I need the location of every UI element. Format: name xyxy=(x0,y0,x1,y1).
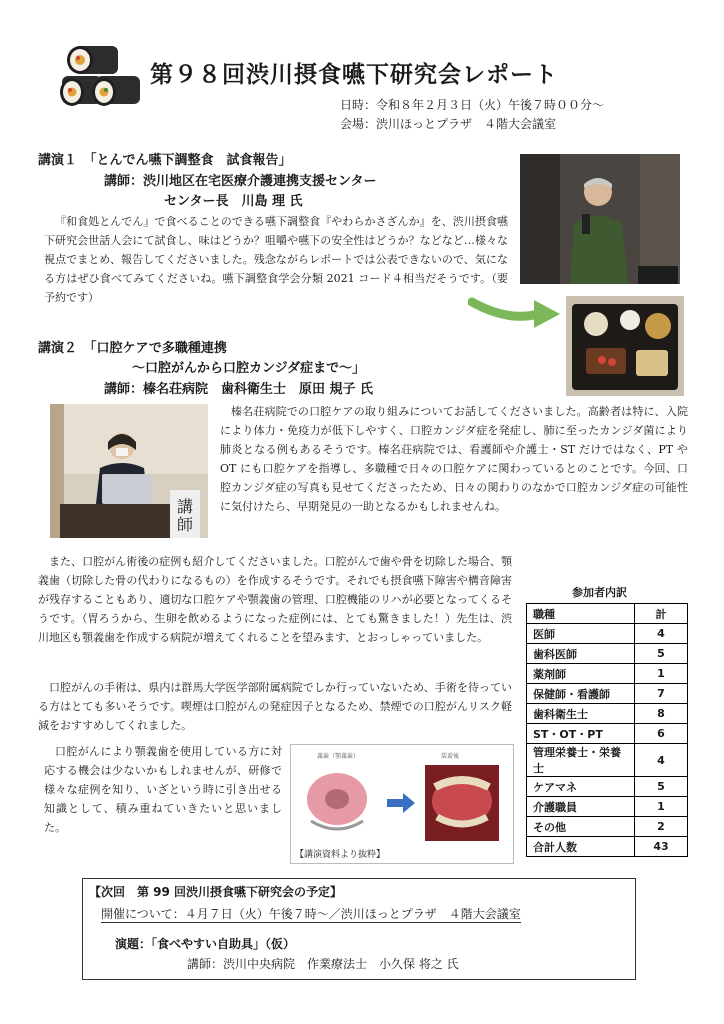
table-row xyxy=(527,624,688,644)
lecture1-body: 『和食処とんでん』で食べることのできる嚥下調整食『やわらかさざんか』を、渋川摂食嚥下研究会世話人会にて試食し、味はどうか？咀嚼や嚥下の安全性はどうか？などなど…様々な視点でまとめ、報告してくださいました。残念ながらレポートでは公表できないので、気になる方はぜひ食べてみてくださいね。嚥下調整食学会分類 2021 コード４相当だそうです。（要予約です） xyxy=(44,215,508,304)
table-cell-job: ST・OT・PT xyxy=(527,724,635,744)
figure-label-left: 義歯（顎義歯） xyxy=(317,753,360,760)
table-cell-job: 合計人数 xyxy=(527,837,635,857)
participants-title: 参加者内訳 xyxy=(572,586,627,599)
lecturer1-photo xyxy=(520,154,680,284)
next-heading: 【次回 第 99 回渋川摂食嚥下研究会の予定】 xyxy=(89,885,343,899)
lecture2-heading: 講演２ 「口腔ケアで多職種連携 xyxy=(38,341,227,356)
table-cell-count: 5 xyxy=(635,644,688,664)
table-row xyxy=(527,724,688,744)
lecture2-speaker: 講師：榛名荘病院 歯科衛生士 原田 規子 氏 xyxy=(104,382,374,397)
next-speaker: 講師：渋川中央病院 作業療法士 小久保 将之 氏 xyxy=(187,957,459,971)
lecturer2-photo xyxy=(50,404,208,538)
event-datetime: 日時：令和８年２月３日（火）午後７時００分〜 xyxy=(340,98,605,112)
sushi-roll-icon xyxy=(67,46,118,74)
lecture2-subtitle: 〜口腔がんから口腔カンジダ症まで〜」 xyxy=(132,361,366,376)
table-cell-count: 8 xyxy=(635,704,688,724)
event-venue: 会場：渋川ほっとプラザ ４階大会議室 xyxy=(340,117,557,131)
table-cell-job: 医師 xyxy=(527,624,635,644)
table-row xyxy=(527,817,688,837)
table-cell-count: 4 xyxy=(635,624,688,644)
participants-table xyxy=(526,603,688,857)
lecture1-speaker: 講師：渋川地区在宅医療介護連携支援センター xyxy=(104,174,377,189)
table-row xyxy=(527,704,688,724)
sushi-roll-icon xyxy=(92,76,140,106)
table-row xyxy=(527,644,688,664)
food-tray-photo xyxy=(566,296,684,396)
next-schedule: 開催について：４月７日（火）午後７時〜／渋川ほっとプラザ ４階大会議室 xyxy=(101,907,521,921)
table-cell-job: 歯科医師 xyxy=(527,644,635,664)
lecture1-speaker-title: センター長 川島 理 氏 xyxy=(164,194,303,209)
table-cell-count: 4 xyxy=(635,744,688,777)
table-cell-job: その他 xyxy=(527,817,635,837)
table-row xyxy=(527,744,688,777)
table-cell-count: 1 xyxy=(635,664,688,684)
page-title: 第９８回渋川摂食嚥下研究会レポート xyxy=(150,62,558,88)
lecture2-para1: 榛名荘病院での口腔ケアの取り組みについてお話してくださいました。高齢者は特に、入院により体力・免疫力が低下しやすく、口腔カンジダ症を発症し、肺に至ったカンジダ菌により肺炎となる例もあるそうです。榛名荘病院では、看護師や介護士・ST だけではなく、PT や OT にも口腔ケアを指導し、多職種で日々の口腔ケアに関わっているとのことです。今回、口腔カンジダ症の写真も見せてくださったため、日々の関わりのなかで口腔カンジダ症の可能性に気付けたら、早期発見の一助となるかもしれませんね。 xyxy=(220,405,688,513)
figure-caption: 【講演資料より抜粋】 xyxy=(295,850,386,860)
lecture2-para3: 口腔がんの手術は、県内は群馬大学医学部附属病院でしか行っていないため、手術を待っている方はとても多いそうです。喫煙は口腔がんの発症因子となるため、禁煙での口腔がんリスク軽減をおすすめしてくれました。 xyxy=(38,681,512,732)
table-row xyxy=(527,797,688,817)
sign-text: 講師 xyxy=(176,497,193,534)
table-cell-job: 管理栄養士・栄養士 xyxy=(527,744,635,777)
lecture2-para4: 口腔がんにより顎義歯を使用している方に対応する機会は少ないかもしれませんが、研修で様々な症例を知り、いざという時に引き出せる知識として、積み重ねていきたいと思いました。 xyxy=(44,745,282,834)
table-cell-job: ケアマネ xyxy=(527,777,635,797)
table-cell-count: 1 xyxy=(635,797,688,817)
figure-arrow-icon xyxy=(387,793,415,813)
table-cell-job: 薬剤師 xyxy=(527,664,635,684)
sushi-roll-logo xyxy=(58,42,144,114)
next-theme: 演題：「食べやすい自助具」（仮） xyxy=(115,937,296,951)
denture-figure xyxy=(290,744,514,864)
table-cell-count: 7 xyxy=(635,684,688,704)
table-cell-count: 計 xyxy=(635,604,688,624)
arrow-icon xyxy=(468,292,564,336)
figure-label-right: 装着後 xyxy=(441,753,460,760)
table-row xyxy=(527,777,688,797)
table-cell-job: 保健師・看護師 xyxy=(527,684,635,704)
table-cell-job: 介護職員 xyxy=(527,797,635,817)
table-row xyxy=(527,684,688,704)
next-meeting-box xyxy=(82,878,636,980)
table-header-row xyxy=(527,604,688,624)
lecture1-heading: 講演１ 「とんでん嚥下調整食 試食報告」 xyxy=(38,153,292,168)
lecture2-para2: また、口腔がん術後の症例も紹介してくださいました。口腔がんで歯や骨を切除した場合、顎義歯（切除した骨の代わりになるもの）を作成するそうです。それでも摂食嚥下障害や構音障害が残存することもあり、適切な口腔ケアや顎義歯の管理、口腔機能のリハが必要となってくるそうです。（胃ろうから、生卵を飲めるようになった症例には、とても驚きました！）先生は、渋川地区も顎義歯を作成する病院が増えてくれることを望みます、とおっしゃっていました。 xyxy=(38,555,512,644)
table-cell-count: 43 xyxy=(635,837,688,857)
table-cell-job: 歯科衛生士 xyxy=(527,704,635,724)
table-cell-count: 5 xyxy=(635,777,688,797)
table-cell-job: 職種 xyxy=(527,604,635,624)
table-total-row xyxy=(527,837,688,857)
table-cell-count: 6 xyxy=(635,724,688,744)
table-cell-count: 2 xyxy=(635,817,688,837)
table-row xyxy=(527,664,688,684)
